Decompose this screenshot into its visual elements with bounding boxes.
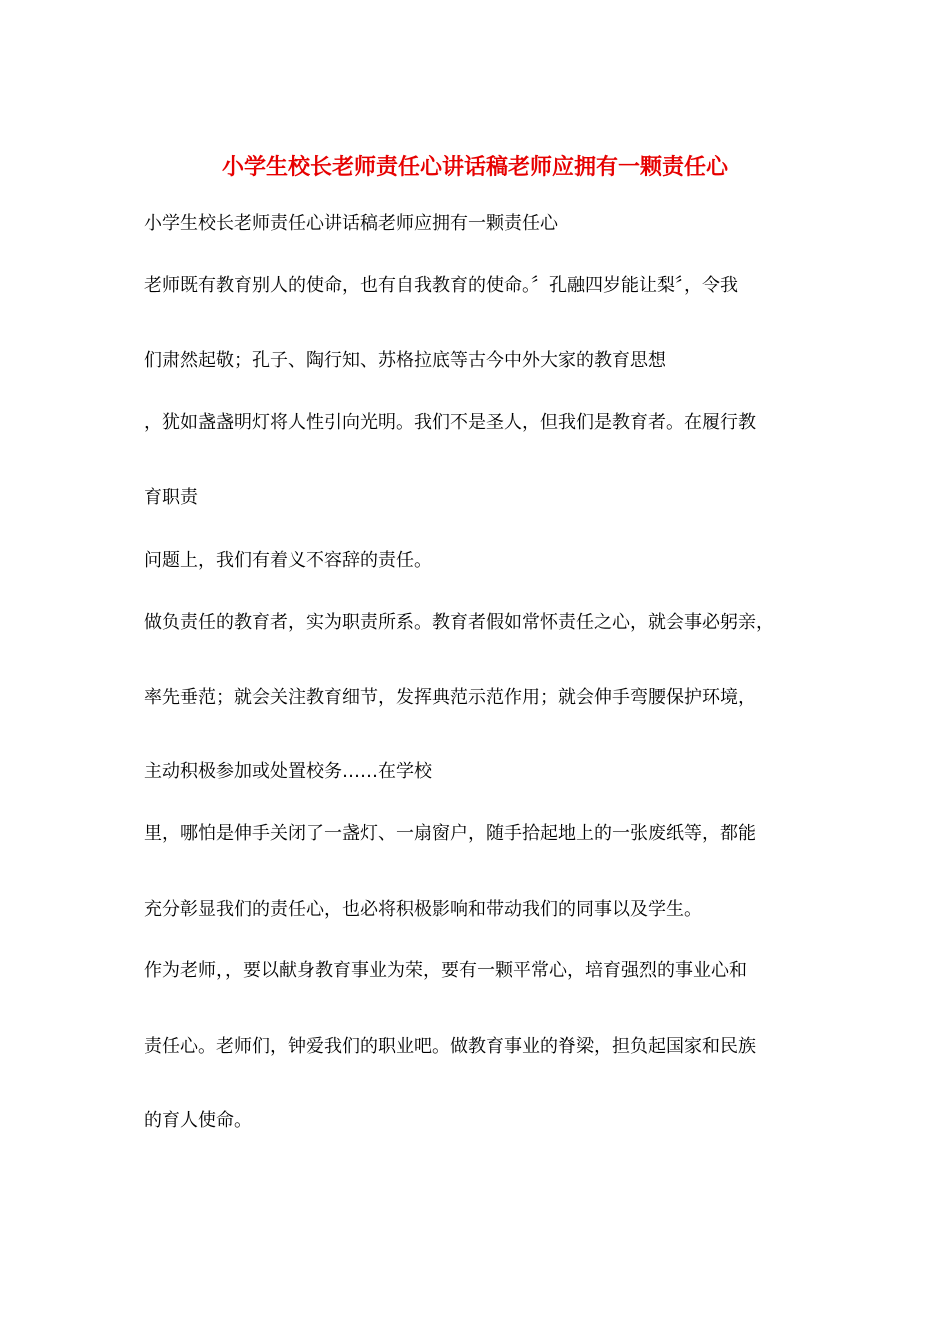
paragraph-line: 问题上，我们有着义不容辞的责任。 [144,550,432,571]
paragraph-line: ，犹如盏盏明灯将人性引向光明。我们不是圣人，但我们是教育者。在履行教 [144,412,756,433]
paragraph-line: 老师既有教育别人的使命，也有自我教育的使命。〞孔融四岁能让梨〞，令我 [144,275,738,296]
paragraph-line: 育职责 [144,487,198,508]
subtitle-line: 小学生校长老师责任心讲话稿老师应拥有一颗责任心 [144,213,558,234]
document-title: 小学生校长老师责任心讲话稿老师应拥有一颗责任心 [221,154,728,180]
paragraph-line: 主动积极参加或处置校务……在学校 [144,761,432,782]
paragraph-line: 的育人使命。 [144,1110,252,1131]
paragraph-line: 责任心。老师们，钟爱我们的职业吧。做教育事业的脊梁，担负起国家和民族 [144,1036,756,1057]
paragraph-line: 率先垂范；就会关注教育细节，发挥典范示范作用；就会伸手弯腰保护环境， [144,687,756,708]
paragraph-line: 做负责任的教育者，实为职责所系。教育者假如常怀责任之心，就会事必躬亲， [144,612,774,633]
paragraph-line: 充分彰显我们的责任心，也必将积极影响和带动我们的同事以及学生。 [144,899,702,920]
paragraph-line: 里，哪怕是伸手关闭了一盏灯、一扇窗户，随手拾起地上的一张废纸等，都能 [144,823,756,844]
paragraph-line: 作为老师，，要以献身教育事业为荣，要有一颗平常心，培育强烈的事业心和 [144,960,747,981]
paragraph-line: 们肃然起敬；孔子、陶行知、苏格拉底等古今中外大家的教育思想 [144,350,666,371]
